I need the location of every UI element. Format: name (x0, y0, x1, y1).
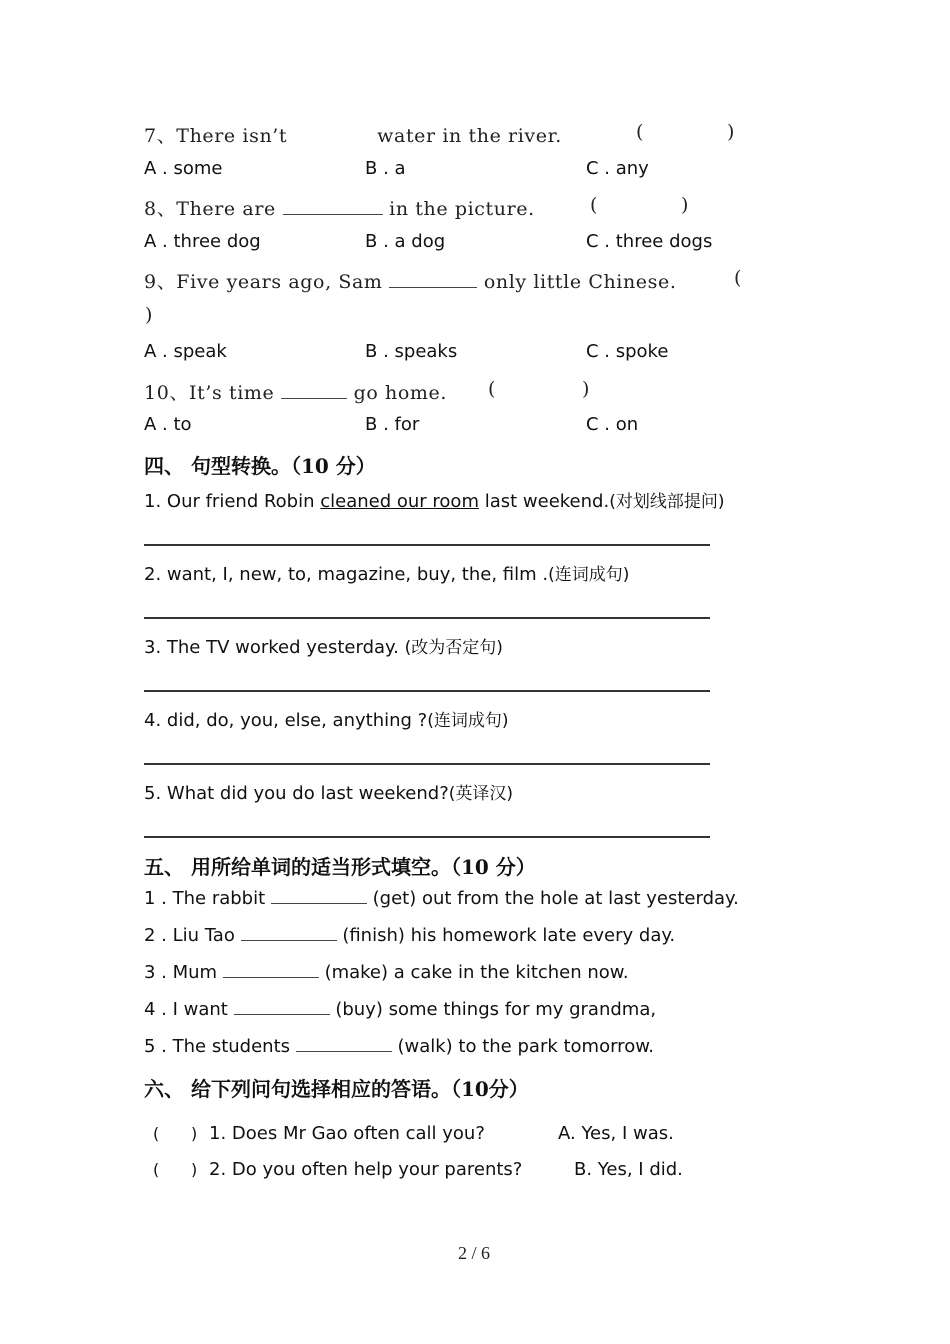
answer-line[interactable] (144, 617, 710, 619)
answer-slot[interactable] (163, 1158, 191, 1180)
question-number: 10、 (144, 382, 189, 404)
item-hint: (buy) some things for my grandma, (335, 999, 657, 1020)
question-stem-before: It’s time (188, 382, 275, 404)
item-text: 4. did, do, you, else, anything ? (144, 710, 428, 731)
section-5-item-3 (144, 962, 629, 983)
underlined-phrase: cleaned our room (320, 491, 479, 512)
option-a: A . speak (144, 341, 227, 362)
option-b: B . a (365, 158, 406, 179)
option-c: C . spoke (586, 341, 669, 362)
question-10 (144, 378, 447, 405)
answer-line[interactable] (144, 544, 710, 546)
answer-line[interactable] (144, 690, 710, 692)
option-a: A . to (144, 414, 192, 435)
section-5-heading: 五、 用所给单词的适当形式填空。（10 分） (144, 855, 536, 879)
item-text: 2 . Liu Tao (144, 925, 235, 946)
answer-paren-close: ) (727, 121, 736, 143)
item-text: 5. What did you do last weekend? (144, 783, 449, 804)
question-9 (144, 267, 677, 294)
item-text: 1. Our friend Robin (144, 491, 321, 512)
question-stem-before: There are (176, 198, 276, 220)
item-text: 4 . I want (144, 999, 228, 1020)
option-a: A . three dog (144, 231, 261, 252)
answer-paren-close: ) (582, 378, 591, 400)
answer-option: B. Yes, I did. (574, 1159, 683, 1180)
question-number: 9、 (144, 271, 177, 293)
answer-blank[interactable] (271, 902, 367, 904)
question-stem-before: There isn’t (176, 125, 288, 147)
answer-paren-open: ( (590, 194, 599, 216)
option-b: B . for (365, 414, 420, 435)
answer-paren-open: ( (153, 1160, 160, 1179)
section-5-item-1 (144, 888, 739, 909)
item-text-after: last weekend. (478, 491, 610, 512)
section-4-item-3 (144, 633, 503, 658)
option-c: C . three dogs (586, 231, 713, 252)
question-number: 8、 (144, 198, 177, 220)
section-5-item-2 (144, 925, 675, 946)
question-8 (144, 194, 535, 221)
question-stem-after: go home. (353, 382, 448, 404)
section-4-item-4 (144, 706, 509, 731)
item-text: 3 . Mum (144, 962, 218, 983)
page-indicator: 2 / 6 (458, 1243, 491, 1263)
instruction-note: (英译汉) (448, 784, 514, 804)
answer-blank[interactable] (241, 939, 337, 941)
instruction-note: (连词成句) (548, 565, 630, 585)
question-stem-after: only little Chinese. (483, 271, 677, 293)
item-hint: (walk) to the park tomorrow. (397, 1036, 654, 1057)
section-4-item-2 (144, 560, 629, 585)
answer-slot[interactable] (163, 1122, 191, 1144)
item-text: 2. want, I, new, to, magazine, buy, the, film . (144, 564, 549, 585)
answer-line[interactable] (144, 763, 710, 765)
section-6-heading: 六、 给下列问句选择相应的答语。（10分） (144, 1077, 529, 1101)
answer-option: A. Yes, I was. (558, 1123, 674, 1144)
answer-paren-open: ( (734, 267, 743, 289)
answer-blank[interactable] (281, 397, 347, 399)
question-stem-before: Five years ago, Sam (176, 271, 383, 293)
answer-paren-open: ( (488, 378, 497, 400)
section-5-item-5 (144, 1036, 654, 1057)
item-hint: (get) out from the hole at last yesterday. (372, 888, 739, 909)
option-b: B . speaks (365, 341, 458, 362)
answer-line[interactable] (144, 836, 710, 838)
section-4-item-1 (144, 487, 724, 512)
item-hint: (make) a cake in the kitchen now. (324, 962, 629, 983)
question-stem-after: in the picture. (389, 198, 535, 220)
answer-blank[interactable] (223, 976, 319, 978)
answer-blank[interactable] (389, 286, 477, 288)
section-4-heading: 四、 句型转换。（10 分） (144, 454, 376, 478)
item-hint: (finish) his homework late every day. (342, 925, 676, 946)
option-c: C . on (586, 414, 639, 435)
answer-paren-close: ) (681, 194, 690, 216)
answer-paren-close: ) (145, 304, 154, 326)
answer-paren-open: ( (636, 121, 645, 143)
answer-blank[interactable] (283, 213, 383, 215)
answer-paren-close: ) (191, 1160, 198, 1179)
question-text: 2. Do you often help your parents? (209, 1159, 523, 1180)
section-5-item-4 (144, 999, 656, 1020)
instruction-note: (改为否定句) (404, 638, 503, 658)
option-b: B . a dog (365, 231, 446, 252)
answer-blank[interactable] (296, 1050, 392, 1052)
instruction-note: (连词成句) (427, 711, 509, 731)
instruction-note: (对划线部提问) (609, 492, 725, 512)
item-text: 3. The TV worked yesterday. (144, 637, 405, 658)
question-7 (144, 121, 562, 148)
item-text: 1 . The rabbit (144, 888, 266, 909)
option-a: A . some (144, 158, 223, 179)
question-text: 1. Does Mr Gao often call you? (209, 1123, 485, 1144)
section-4-item-5 (144, 779, 513, 804)
item-text: 5 . The students (144, 1036, 291, 1057)
option-c: C . any (586, 158, 649, 179)
answer-paren-close: ) (191, 1124, 198, 1143)
answer-paren-open: ( (153, 1124, 160, 1143)
answer-blank[interactable] (234, 1013, 330, 1015)
question-number: 7、 (144, 125, 177, 147)
question-stem-after: water in the river. (377, 125, 562, 147)
